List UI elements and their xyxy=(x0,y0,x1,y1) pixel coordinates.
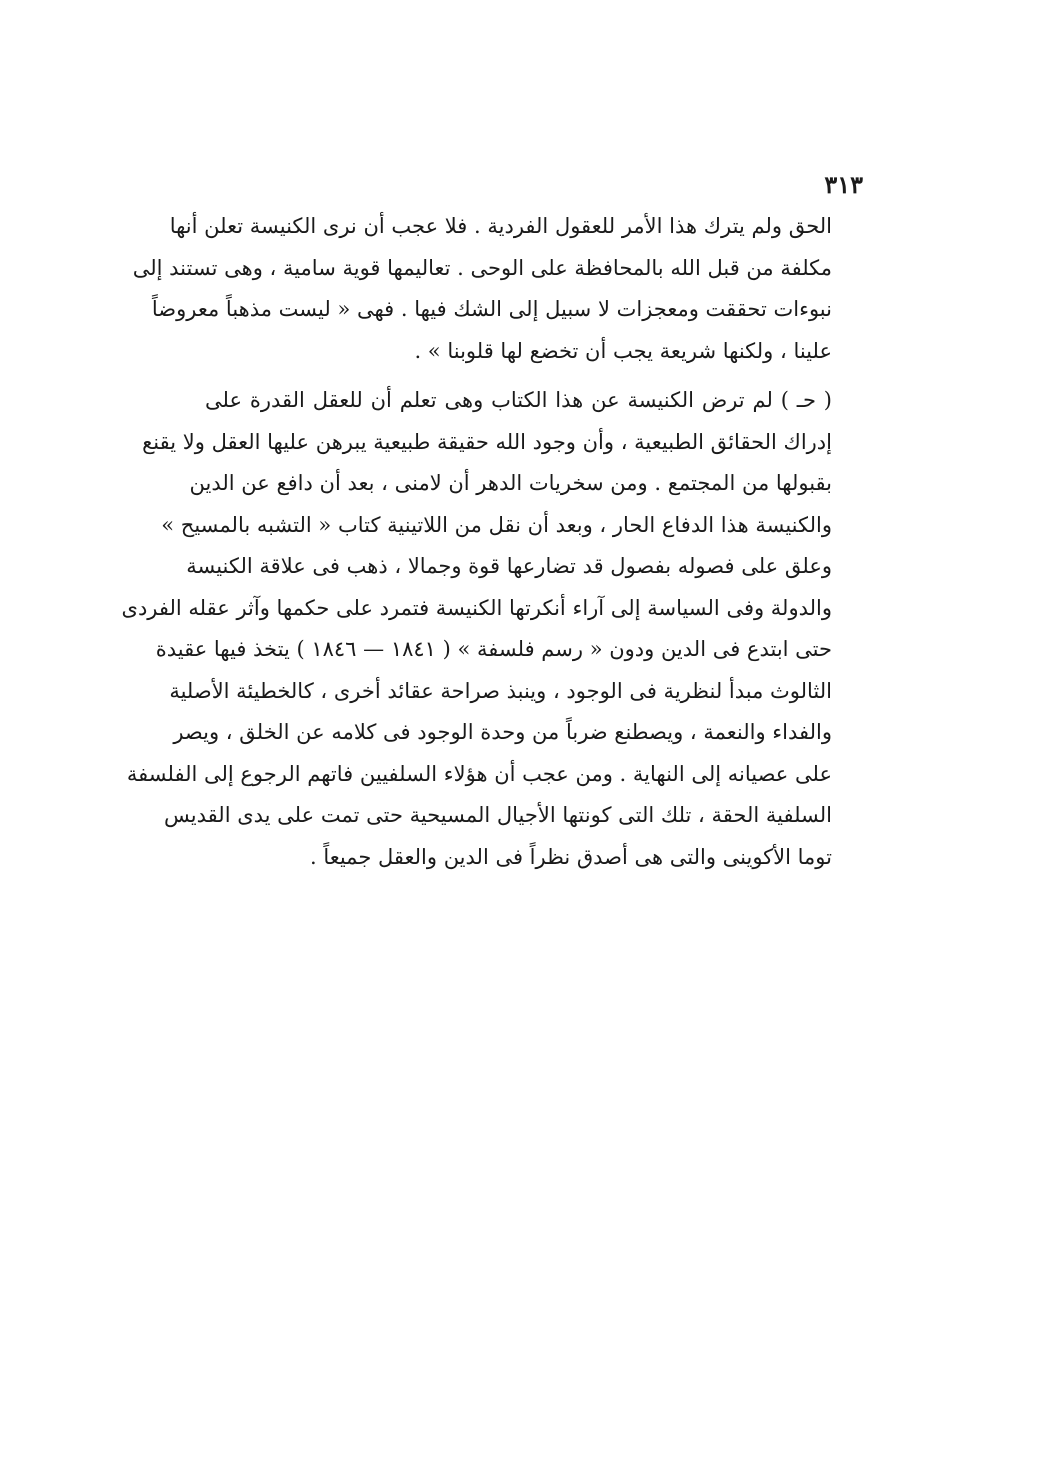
text-line: والدولة وفى السياسة إلى آراء أنكرتها الكنيسة فتمرد على حكمها وآثر عقله الفردى xyxy=(121,595,832,620)
text-line: والفداء والنعمة ، ويصطنع ضرباً من وحدة الوجود فى كلامه عن الخلق ، ويصر xyxy=(173,720,832,744)
text-line: حتى ابتدع فى الدين ودون « رسم فلسفة » ( ١٨٤١ — ١٨٤٦ ) يتخذ فيها عقيدة xyxy=(155,637,832,661)
text-line: توما الأكوينى والتى هى أصدق نظراً فى الدين والعقل جميعاً . xyxy=(309,844,832,869)
body-text xyxy=(121,206,832,878)
page-number: ٣١٣ xyxy=(824,170,863,199)
text-line: والكنيسة هذا الدفاع الحار ، وبعد أن نقل من اللاتينية كتاب « التشبه بالمسيح » xyxy=(161,512,832,537)
text-line: الثالوث مبدأ لنظرية فى الوجود ، وينبذ صراحة عقائد أخرى ، كالخطيئة الأصلية xyxy=(169,678,832,703)
text-line: وعلق على فصوله بفصول قد تضارعها قوة وجمالا ، ذهب فى علاقة الكنيسة xyxy=(186,554,832,578)
text-line: السلفية الحقة ، تلك التى كونتها الأجيال المسيحية حتى تمت على يدى القديس xyxy=(164,803,832,827)
text-line: ( حـ ) لم ترض الكنيسة عن هذا الكتاب وهى تعلم أن للعقل القدرة على xyxy=(205,388,832,412)
text-line: بقبولها من المجتمع . ومن سخريات الدهر أن لامنى ، بعد أن دافع عن الدين xyxy=(189,471,832,495)
text-line: مكلفة من قبل الله بالمحافظة على الوحى . تعاليمها قوية سامية ، وهى تستند إلى xyxy=(132,255,832,280)
text-line: الحق ولم يترك هذا الأمر للعقول الفردية . فلا عجب أن نرى الكنيسة تعلن أنها xyxy=(169,214,832,238)
paragraph-1 xyxy=(132,206,832,372)
text-line: نبوءات تحققت ومعجزات لا سبيل إلى الشك فيها . فهى « ليست مذهباً معروضاً xyxy=(151,297,832,321)
paragraph-2 xyxy=(121,380,832,878)
text-line: علينا ، ولكنها شريعة يجب أن تخضع لها قلوبنا » . xyxy=(414,338,832,363)
text-line: على عصيانه إلى النهاية . ومن عجب أن هؤلاء السلفيين فاتهم الرجوع إلى الفلسفة xyxy=(126,761,832,786)
text-line: إدراك الحقائق الطبيعية ، وأن وجود الله حقيقة طبيعية يبرهن عليها العقل ولا يقنع xyxy=(142,429,832,454)
